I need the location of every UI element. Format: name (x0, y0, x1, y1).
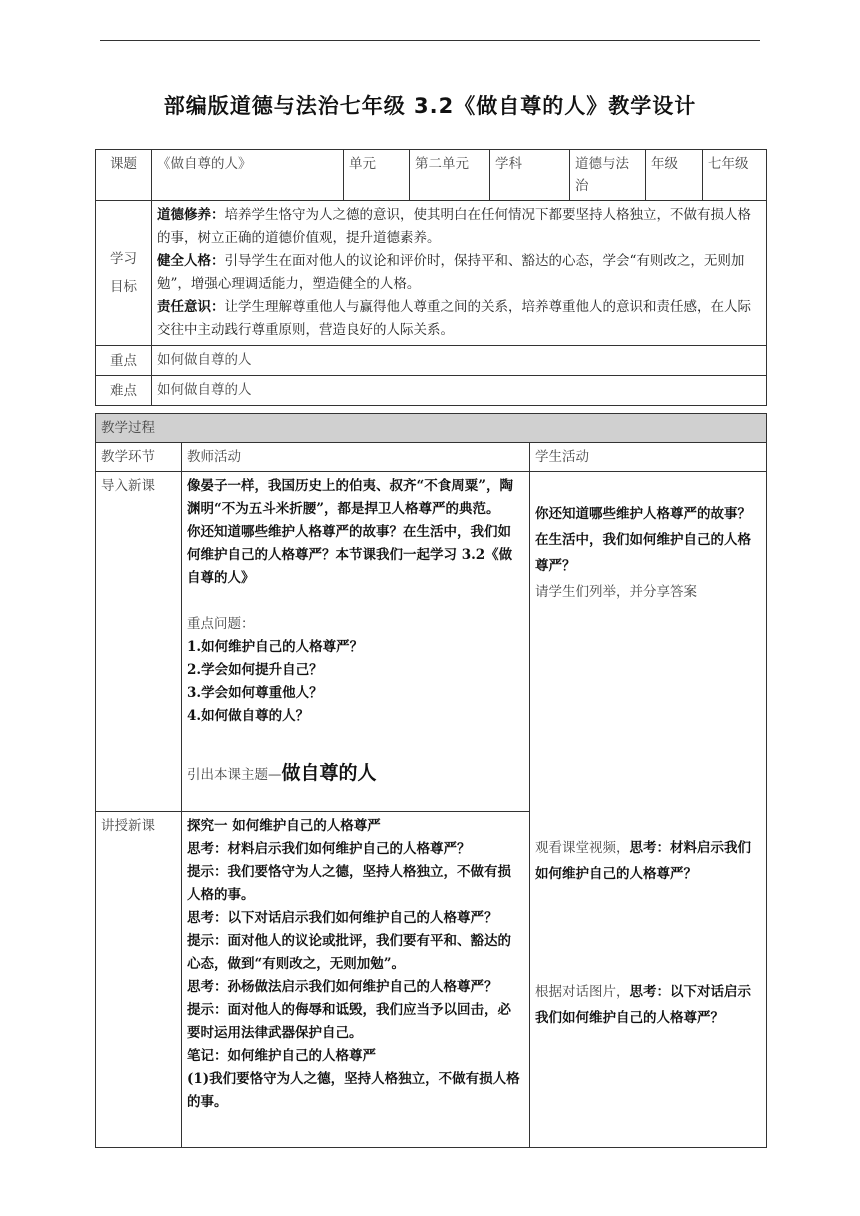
teacher-new-lesson (182, 812, 530, 1148)
teaching-process-table (95, 413, 767, 1148)
student-q3: 根据对话图片，思考：以下对话启示我们如何维护自己的人格尊严？ (535, 984, 751, 1026)
teacher-intro (182, 472, 530, 812)
goal-personality: 健全人格：引导学生在面对他人的议论和评价时，保持平和、豁达的心态，学会“有则改之，无则加勉”，增强心理调适能力，塑造健全的人格。 (157, 253, 745, 292)
difficulty-label: 难点 (96, 376, 152, 406)
stage-new-lesson: 讲授新课 (96, 812, 182, 1148)
stage-intro: 导入新课 (96, 472, 182, 812)
header-rule (100, 40, 760, 41)
think-3: 思考：孙杨做法启示我们如何维护自己的人格尊严？ (187, 979, 498, 995)
focus-label: 重点问题： (187, 616, 255, 632)
subject-label: 学科 (490, 150, 570, 201)
grade-value: 七年级 (703, 150, 767, 201)
student-q2: 观看课堂视频，思考：材料启示我们如何维护自己的人格尊严？ (535, 840, 751, 882)
hint-1: 提示：我们要恪守为人之德，坚持人格独立，不做有损人格的事。 (187, 864, 511, 903)
notes-title: 笔记：如何维护自己的人格尊严 (187, 1048, 376, 1064)
difficulty-value: 如何做自尊的人 (152, 376, 767, 406)
student-activities (530, 472, 767, 1148)
col-stage-header: 教学环节 (96, 443, 182, 472)
think-2: 思考：以下对话启示我们如何维护自己的人格尊严？ (187, 910, 498, 926)
intro-paragraph-1: 像晏子一样，我国历史上的伯夷、叔齐“不食周粟”，陶渊明“不为五斗米折腰”，都是捍卫人格尊严的典范。 (187, 478, 514, 517)
key-point-value: 如何做自尊的人 (152, 346, 767, 376)
student-q1-note: 请学生们列举，并分享答案 (535, 584, 697, 600)
col-teacher-header: 教师活动 (182, 443, 530, 472)
goal-moral: 道德修养：培养学生恪守为人之德的意识，使其明白在任何情况下都要坚持人格独立，不做有损人格的事，树立正确的道德价值观，提升道德素养。 (157, 207, 751, 246)
goals-label-text: 学习目标 (110, 251, 137, 295)
focus-question-2: 2.学会如何提升自己？ (187, 662, 323, 678)
hint-2: 提示：面对他人的议论或批评，我们要有平和、豁达的心态，做到“有则改之，无则加勉”。 (187, 933, 511, 972)
goal-responsibility: 责任意识：让学生理解尊重他人与赢得他人尊重之间的关系，培养尊重他人的意识和责任感，在人际交往中主动践行尊重原则，营造良好的人际关系。 (157, 299, 751, 338)
subject-value: 道德与法治 (570, 150, 646, 201)
lesson-theme: 做自尊的人 (281, 762, 377, 784)
key-point-label: 重点 (96, 346, 152, 376)
topic-value: 《做自尊的人》 (152, 150, 344, 201)
focus-question-4: 4.如何做自尊的人？ (187, 708, 310, 724)
lead-in-line: 引出本课主题—做自尊的人 (187, 762, 377, 784)
intro-paragraph-2: 你还知道哪些维护人格尊严的故事？在生活中，我们如何维护自己的人格尊严？本节课我们一起学习 3.2《做自尊的人》 (187, 524, 513, 586)
notes-point-1: (1)我们要恪守为人之德，坚持人格独立，不做有损人格的事。 (187, 1071, 520, 1110)
student-q1: 你还知道哪些维护人格尊严的故事？在生活中，我们如何维护自己的人格尊严？ (535, 506, 751, 574)
unit-value: 第二单元 (410, 150, 490, 201)
hint-3: 提示：面对他人的侮辱和诋毁，我们应当予以回击，必要时运用法律武器保护自己。 (187, 1002, 511, 1041)
col-student-header: 学生活动 (530, 443, 767, 472)
grade-label: 年级 (646, 150, 703, 201)
goals-label (96, 201, 152, 346)
process-header: 教学过程 (96, 414, 767, 443)
focus-question-3: 3.学会如何尊重他人？ (187, 685, 323, 701)
lesson-info-table (95, 149, 767, 406)
learning-goals (152, 201, 767, 346)
unit-label: 单元 (344, 150, 410, 201)
document-title: 部编版道德与法治七年级 3.2《做自尊的人》教学设计 (163, 94, 697, 118)
think-1: 思考：材料启示我们如何维护自己的人格尊严？ (187, 841, 471, 857)
focus-question-1: 1.如何维护自己的人格尊严？ (187, 639, 364, 655)
topic-label: 课题 (96, 150, 152, 201)
explore-1-title: 探究一 如何维护自己的人格尊严 (187, 818, 381, 834)
